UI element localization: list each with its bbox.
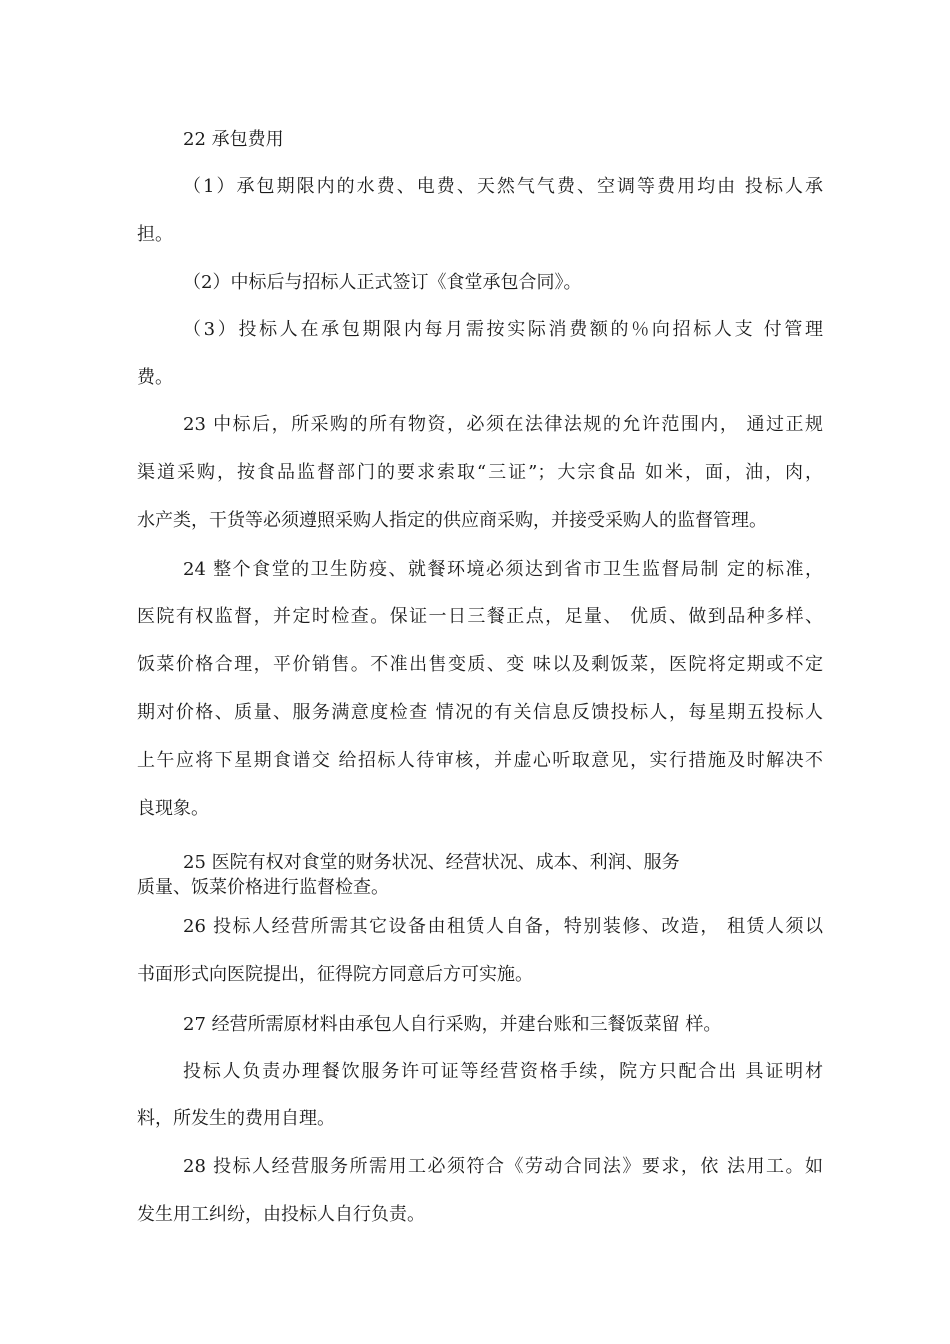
section-24-line6: 良现象。 [137,798,209,819]
section-22-item2: （2）中标后与招标人正式签订《食堂承包合同》。 [183,272,582,293]
section-24-line3: 饭菜价格合理，平价销售。不准出售变质、变 味以及剩饭菜，医院将定期或不定 [137,654,823,675]
section-26-line1: 26 投标人经营所需其它设备由租赁人自备，特别装修、改造， 租赁人须以 [183,916,823,937]
section-25-line2: 质量、饭菜价格进行监督检查。 [137,877,389,898]
section-24-line2: 医院有权监督，并定时检查。保证一日三餐正点，足量、 优质、做到品种多样、 [137,606,823,627]
section-24-line1: 24 整个食堂的卫生防疫、就餐环境必须达到省市卫生监督局制 定的标准， [183,559,823,580]
section-27-extra-line2: 料，所发生的费用自理。 [137,1108,335,1129]
section-24-line5: 上午应将下星期食谱交 给招标人待审核，并虚心听取意见，实行措施及时解决不 [137,750,823,771]
section-23-line1: 23 中标后，所采购的所有物资，必须在法律法规的允许范围内， 通过正规 [183,414,823,435]
section-26-line2: 书面形式向医院提出，征得院方同意后方可实施。 [137,964,533,985]
section-23-line3: 水产类，干货等必须遵照采购人指定的供应商采购，并接受采购人的监督管理。 [137,510,767,531]
section-22-item3-line1: （3）投标人在承包期限内每月需按实际消费额的％向招标人支 付管理 [183,319,823,340]
section-22-title: 22 承包费用 [183,129,284,150]
section-27-extra-line1: 投标人负责办理餐饮服务许可证等经营资格手续，院方只配合出 具证明材 [183,1061,823,1082]
section-25-line1: 25 医院有权对食堂的财务状况、经营状况、成本、利润、服务 [183,852,680,873]
section-22-item1-line1: （1）承包期限内的水费、电费、天然气气费、空调等费用均由 投标人承 [183,176,823,197]
section-22-item3-line2: 费。 [137,367,173,388]
section-28-line1: 28 投标人经营服务所需用工必须符合《劳动合同法》要求，依 法用工。如 [183,1156,823,1177]
section-23-line2: 渠道采购，按食品监督部门的要求索取“三证”；大宗食品 如米，面，油，肉， [137,462,823,483]
section-27-line1: 27 经营所需原材料由承包人自行采购，并建台账和三餐饭菜留 样。 [183,1014,722,1035]
section-24-line4: 期对价格、质量、服务满意度检查 情况的有关信息反馈投标人，每星期五投标人 [137,702,823,723]
section-22-item1-line2: 担。 [137,224,173,245]
section-28-line2: 发生用工纠纷，由投标人自行负责。 [137,1204,425,1225]
